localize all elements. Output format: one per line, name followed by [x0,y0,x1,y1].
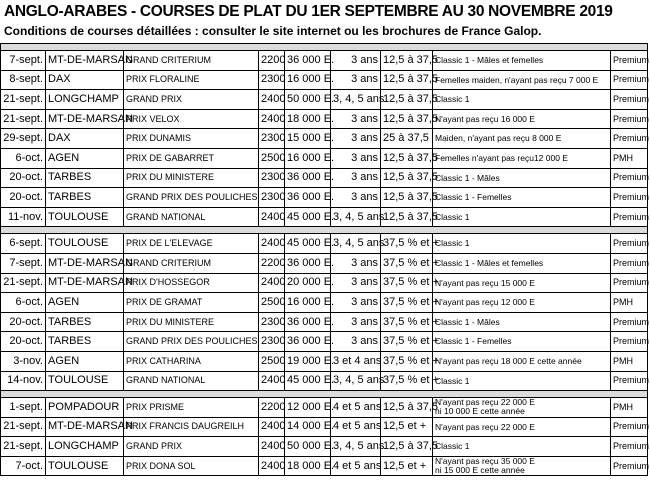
race-age: 3 ans [331,293,381,313]
race-conditions [433,70,611,90]
race-prize: 18 000 E. [285,109,331,129]
race-date: 7-oct. [1,456,46,476]
race-distance: 2300 [259,168,285,188]
race-weight: 37,5 % et + [381,273,433,293]
race-track: POMPADOUR [46,398,124,418]
race-date: 7-sept. [1,253,46,273]
race-track: TARBES [46,332,124,352]
race-category: Premium [611,312,648,332]
conditions-line: Classic 1 [435,94,470,105]
race-weight: 12,5 et + [381,417,433,437]
race-conditions [433,312,611,332]
table-row [1,129,648,149]
race-distance: 2400 [259,371,285,391]
race-distance: 2300 [259,188,285,208]
race-date: 3-nov. [1,351,46,371]
conditions-line: Classic 1 [435,375,470,386]
race-weight: 12,5 à 37,5 [381,109,433,129]
race-prize: 36 000 E. [285,253,331,273]
race-age: 3 ans [331,273,381,293]
race-weight: 37,5 % et + [381,253,433,273]
page-title: ANGLO-ARABES - COURSES DE PLAT DU 1ER SEPTEMBRE AU 30 NOVEMBRE 2019 [4,3,613,20]
section-separator-cell [1,227,648,234]
table-row [1,417,648,437]
race-name: PRIX FLORALINE [124,70,259,90]
race-distance: 2400 [259,207,285,227]
race-prize: 16 000 E. [285,70,331,90]
race-prize: 36 000 E. [285,312,331,332]
race-weight: 37,5 % et + [381,312,433,332]
race-conditions [433,253,611,273]
race-track: LONGCHAMP [46,90,124,110]
race-conditions [433,148,611,168]
table-row [1,253,648,273]
race-name: GRAND PRIX DES POULICHES [124,188,259,208]
conditions-line: Classic 1 - Mâles [435,172,500,183]
race-distance: 2300 [259,312,285,332]
race-name: PRIX DUNAMIS [124,129,259,149]
race-prize: 50 000 E. [285,90,331,110]
conditions-line: Femelles n'ayant pas reçu12 000 E [435,153,568,164]
race-track: TARBES [46,188,124,208]
race-name: PRIX DE L'ELEVAGE [124,234,259,254]
race-age: 3 ans [331,332,381,352]
section-separator [1,391,648,398]
race-track: TOULOUSE [46,234,124,254]
conditions-line: ni 10 000 E cette année [435,406,525,417]
race-name: PRIX FRANCIS DAUGREILH [124,417,259,437]
race-date: 1-sept. [1,398,46,418]
race-name: GRAND PRIX [124,90,259,110]
race-distance: 2500 [259,351,285,371]
conditions-line: Maiden, n'ayant pas reçu 8 000 E [435,133,562,144]
race-distance: 2400 [259,456,285,476]
conditions-line: N'ayant pas reçu 18 000 E cette année [435,355,582,366]
race-conditions [433,293,611,313]
conditions-line: Classic 1 - Mâles et femelles [435,55,544,66]
race-name: PRIX VELOX [124,109,259,129]
conditions-line: Classic 1 - Femelles [435,192,512,203]
race-distance: 2300 [259,70,285,90]
conditions-line: N'ayant pas reçu 22 000 E [435,397,535,408]
race-distance: 2400 [259,234,285,254]
race-date: 8-sept. [1,70,46,90]
race-date: 29-sept. [1,129,46,149]
table-row [1,51,648,71]
race-conditions [433,371,611,391]
race-conditions [433,437,611,457]
conditions-line: Classic 1 - Mâles [435,316,500,327]
race-track: AGEN [46,293,124,313]
race-weight: 12,5 à 37,5 [381,90,433,110]
race-name: PRIX D'HOSSEGOR [124,273,259,293]
race-category: Premium [611,129,648,149]
race-age: 3, 4, 5 ans [331,437,381,457]
race-age: 3 ans [331,109,381,129]
race-track: MT-DE-MARSAN [46,417,124,437]
table-row [1,293,648,313]
race-distance: 2300 [259,332,285,352]
conditions-line: N'ayant pas reçu 22 000 E [435,421,535,432]
table-row [1,70,648,90]
table-row [1,312,648,332]
race-distance: 2400 [259,90,285,110]
race-age: 3 ans [331,253,381,273]
race-distance: 2300 [259,129,285,149]
table-row [1,351,648,371]
race-conditions [433,51,611,71]
table-row [1,398,648,418]
race-date: 6-oct. [1,293,46,313]
race-age: 4 et 5 ans [331,456,381,476]
race-category: Premium [611,437,648,457]
race-date: 21-sept. [1,109,46,129]
section-separator-cell [1,391,648,398]
conditions-line: N'ayant pas reçu 16 000 E [435,113,535,124]
table-row [1,188,648,208]
race-weight: 12,5 à 37,5 [381,398,433,418]
race-weight: 12,5 à 37,5 [381,437,433,457]
race-date: 11-nov. [1,207,46,227]
table-row [1,437,648,457]
race-distance: 2400 [259,273,285,293]
race-weight: 37,5 % et + [381,293,433,313]
table-row [1,456,648,476]
race-name: GRAND CRITERIUM [124,51,259,71]
race-prize: 36 000 E. [285,168,331,188]
race-weight: 37,5 % et + [381,234,433,254]
race-category: PMH [611,293,648,313]
page-subtitle: Conditions de courses détaillées : consulter le site internet ou les brochures de France Galop. [4,24,542,38]
race-age: 3 ans [331,312,381,332]
race-track: TOULOUSE [46,371,124,391]
race-weight: 37,5 % et + [381,351,433,371]
race-category: Premium [611,90,648,110]
race-prize: 12 000 E. [285,398,331,418]
race-name: PRIX CATHARINA [124,351,259,371]
race-prize: 45 000 E. [285,371,331,391]
race-date: 20-oct. [1,312,46,332]
race-age: 3 ans [331,148,381,168]
conditions-line: Classic 1 [435,211,470,222]
race-conditions [433,273,611,293]
race-date: 20-oct. [1,332,46,352]
race-track: TOULOUSE [46,456,124,476]
conditions-line: Femelles maiden, n'ayant pas reçu 7 000 E [435,74,599,85]
race-date: 6-sept. [1,234,46,254]
race-weight: 37,5 % et + [381,371,433,391]
race-weight: 12,5 et + [381,456,433,476]
race-track: DAX [46,129,124,149]
conditions-line: N'ayant pas reçu 35 000 E [435,456,535,467]
race-category: Premium [611,168,648,188]
conditions-line: Classic 1 [435,441,470,452]
race-prize: 45 000 E. [285,234,331,254]
race-distance: 2200 [259,253,285,273]
race-prize: 36 000 E. [285,332,331,352]
table-row [1,332,648,352]
race-track: TOULOUSE [46,207,124,227]
race-date: 6-oct. [1,148,46,168]
table-row [1,371,648,391]
race-distance: 2200 [259,398,285,418]
conditions-line: Classic 1 - Mâles et femelles [435,257,544,268]
race-track: TARBES [46,168,124,188]
race-conditions [433,168,611,188]
race-age: 3 ans [331,188,381,208]
race-prize: 14 000 E. [285,417,331,437]
race-category: Premium [611,273,648,293]
race-conditions [433,109,611,129]
race-category: PMH [611,148,648,168]
races-body [1,44,648,476]
section-separator [1,44,648,51]
race-prize: 16 000 E. [285,293,331,313]
section-separator [1,227,648,234]
race-weight: 12,5 à 37,5 [381,188,433,208]
race-category: Premium [611,207,648,227]
race-weight: 37,5 % et + [381,332,433,352]
conditions-line: ni 15 000 E cette année [435,465,525,476]
race-distance: 2400 [259,109,285,129]
race-name: PRIX DE GABARRET [124,148,259,168]
race-category: Premium [611,253,648,273]
race-prize: 19 000 E. [285,351,331,371]
race-age: 3 et 4 ans [331,351,381,371]
race-category: Premium [611,456,648,476]
race-category: Premium [611,371,648,391]
race-prize: 45 000 E. [285,207,331,227]
race-weight: 12,5 à 37,5 [381,70,433,90]
race-category: Premium [611,188,648,208]
race-conditions [433,417,611,437]
race-track: MT-DE-MARSAN [46,51,124,71]
race-conditions [433,207,611,227]
race-name: GRAND CRITERIUM [124,253,259,273]
race-name: GRAND PRIX [124,437,259,457]
table-row [1,148,648,168]
race-date: 14-nov. [1,371,46,391]
race-date: 20-oct. [1,168,46,188]
race-track: TARBES [46,312,124,332]
race-category: PMH [611,351,648,371]
race-age: 3 ans [331,51,381,71]
race-track: DAX [46,70,124,90]
race-weight: 12,5 à 37,5 [381,207,433,227]
table-row [1,234,648,254]
race-prize: 50 000 E. [285,437,331,457]
conditions-line: N'ayant pas reçu 12 000 E [435,297,535,308]
table-row [1,273,648,293]
race-distance: 2200 [259,51,285,71]
race-weight: 12,5 à 37,5 [381,51,433,71]
race-track: MT-DE-MARSAN [46,109,124,129]
race-distance: 2500 [259,148,285,168]
race-prize: 18 000 E. [285,456,331,476]
race-category: Premium [611,70,648,90]
race-weight: 12,5 à 37,5 [381,148,433,168]
race-name: GRAND NATIONAL [124,371,259,391]
race-prize: 36 000 E. [285,51,331,71]
race-weight: 12,5 à 37,5 [381,168,433,188]
race-conditions [433,90,611,110]
race-track: LONGCHAMP [46,437,124,457]
table-row [1,168,648,188]
section-separator-cell [1,44,648,51]
races-table [0,43,648,476]
race-conditions [433,234,611,254]
race-date: 20-oct. [1,188,46,208]
race-name: PRIX DU MINISTERE [124,168,259,188]
race-category: Premium [611,332,648,352]
race-date: 21-sept. [1,273,46,293]
race-distance: 2400 [259,437,285,457]
race-category: Premium [611,109,648,129]
race-distance: 2500 [259,293,285,313]
race-age: 4 et 5 ans [331,417,381,437]
race-age: 3 ans [331,168,381,188]
race-prize: 20 000 E. [285,273,331,293]
race-conditions [433,332,611,352]
race-track: AGEN [46,148,124,168]
race-name: GRAND PRIX DES POULICHES [124,332,259,352]
race-category: Premium [611,51,648,71]
race-age: 3, 4, 5 ans [331,207,381,227]
race-date: 7-sept. [1,51,46,71]
race-age: 3, 4, 5 ans [331,371,381,391]
race-age: 3 ans [331,129,381,149]
race-name: PRIX DONA SOL [124,456,259,476]
table-row [1,90,648,110]
race-date: 21-sept. [1,417,46,437]
race-distance: 2400 [259,417,285,437]
race-name: PRIX DE GRAMAT [124,293,259,313]
race-track: AGEN [46,351,124,371]
race-conditions [433,398,611,418]
race-age: 3, 4, 5 ans [331,90,381,110]
table-row [1,109,648,129]
race-conditions [433,188,611,208]
race-conditions [433,129,611,149]
race-conditions [433,351,611,371]
race-conditions [433,456,611,476]
race-name: PRIX DU MINISTERE [124,312,259,332]
race-prize: 16 000 E. [285,148,331,168]
race-age: 3, 4, 5 ans [331,234,381,254]
race-category: Premium [611,417,648,437]
race-track: MT-DE-MARSAN [46,253,124,273]
race-category: PMH [611,398,648,418]
conditions-line: Classic 1 [435,238,470,249]
race-age: 3 ans [331,70,381,90]
race-name: PRIX PRISME [124,398,259,418]
conditions-line: Classic 1 - Femelles [435,336,512,347]
race-age: 4 et 5 ans [331,398,381,418]
race-weight: 25 à 37,5 [381,129,433,149]
race-prize: 15 000 E. [285,129,331,149]
conditions-line: N'ayant pas reçu 15 000 E [435,277,535,288]
race-prize: 36 000 E. [285,188,331,208]
race-date: 21-sept. [1,437,46,457]
race-track: MT-DE-MARSAN [46,273,124,293]
race-date: 21-sept. [1,90,46,110]
table-row [1,207,648,227]
race-name: GRAND NATIONAL [124,207,259,227]
race-category: Premium [611,234,648,254]
